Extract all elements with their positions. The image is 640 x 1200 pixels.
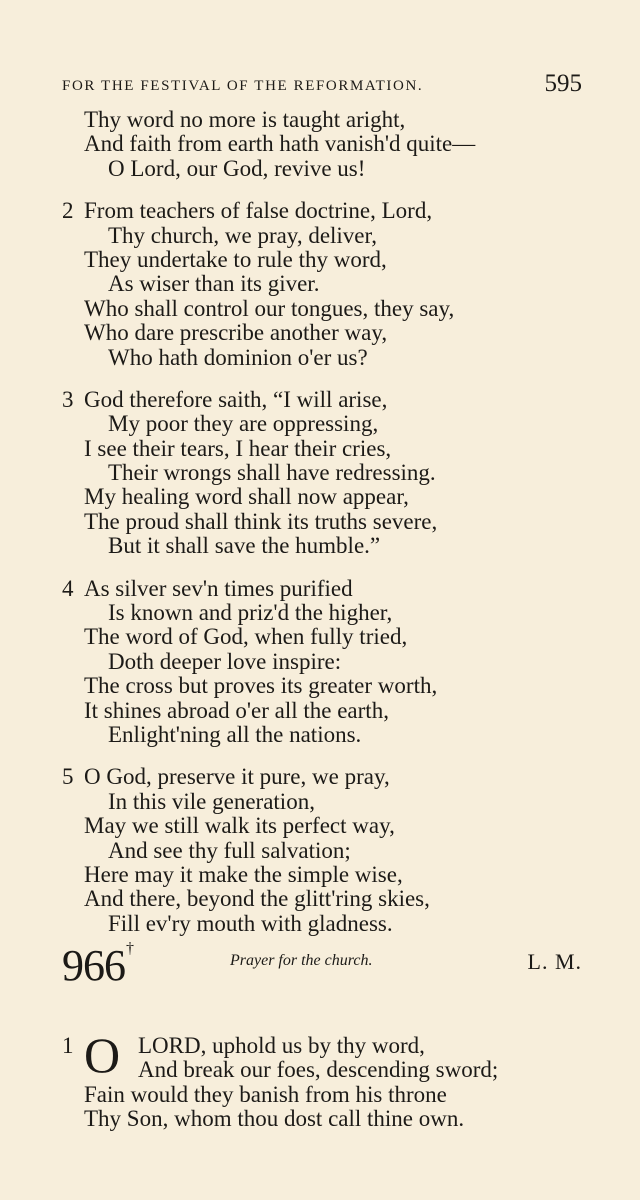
verse-line [62,765,582,789]
hymn-966-stanza [62,1027,582,1132]
verse-line: The word of God, when fully tried, [84,624,408,650]
stanza [62,388,582,559]
verse-text: O God, preserve it pure, we pray, [84,764,390,790]
hymn-number: 966 [62,941,125,990]
verse-line: Who hath dominion o'er us? [108,344,368,370]
verse-line: Thy word no more is taught aright, [84,107,406,132]
stanza [62,108,582,181]
stanza [62,765,582,936]
verse-text: From teachers of false doctrine, Lord, [84,198,433,224]
verse-line: As wiser than its giver. [108,271,320,297]
drop-cap: O [84,1027,121,1083]
verse-line: Who dare prescribe another way, [84,320,388,346]
verse-line: Their wrongs shall have redressing. [108,460,436,486]
verse-line: Thy church, we pray, deliver, [108,222,378,248]
hymn-965-continuation [62,108,582,954]
hymn-title: Prayer for the church. [230,952,373,969]
verse-line: Fain would they banish from his throne [84,1081,447,1107]
verse-text: God therefore saith, “I will arise, [84,386,388,412]
verse-line: My healing word shall now appear, [84,484,409,510]
dagger-mark: † [126,940,134,957]
verse-line: The proud shall think its truths severe, [84,508,438,534]
verse-line: Is known and priz'd the higher, [108,600,393,626]
running-title: FOR THE FESTIVAL OF THE REFORMATION. [62,78,424,94]
verse-line: In this vile generation, [108,788,315,814]
stanza-number: 5 [62,764,74,790]
verse-line: And faith from earth hath vanish'd quite— [84,131,476,157]
verse-line [62,388,582,412]
verse-line: O Lord, our God, revive us! [108,155,366,181]
verse-line: Thy Son, whom thou dost call thine own. [84,1106,465,1132]
verse-text: As silver sev'n times purified [84,575,353,601]
verse-line [62,199,582,223]
verse-line: Fill ev'ry mouth with gladness. [108,910,393,936]
hymn-meter: L. M. [527,949,582,974]
page-number: 595 [544,70,582,97]
hymn-heading [62,940,582,990]
stanza-number: 4 [62,575,74,601]
verse-line: I see their tears, I hear their cries, [84,435,392,461]
verse-line: And there, beyond the glitt'ring skies, [84,886,430,912]
verse-line [62,577,582,601]
verse-line: It shines abroad o'er all the earth, [84,697,389,723]
verse-line: Doth deeper love inspire: [108,648,342,674]
verse-line: But it shall save the humble.” [108,533,381,559]
verse-line: Who shall control our tongues, they say, [84,295,455,321]
verse-line: Here may it make the simple wise, [84,861,403,887]
verse-line: Enlight'ning all the nations. [108,721,362,747]
verse-line: And break our foes, descending sword; [138,1057,499,1083]
verse-line: LORD, uphold us by thy word, [138,1033,425,1058]
stanza-number: 1 [62,1033,74,1058]
stanza-number: 3 [62,386,74,412]
verse-line: They undertake to rule thy word, [84,246,387,272]
stanza [62,199,582,370]
stanza-number: 2 [62,198,74,224]
stanza [62,577,582,748]
verse-line: The cross but proves its greater worth, [84,673,438,699]
verse-line: My poor they are oppressing, [108,411,379,437]
verse-line: May we still walk its perfect way, [84,813,395,839]
verse-line: And see thy full salvation; [108,837,351,863]
